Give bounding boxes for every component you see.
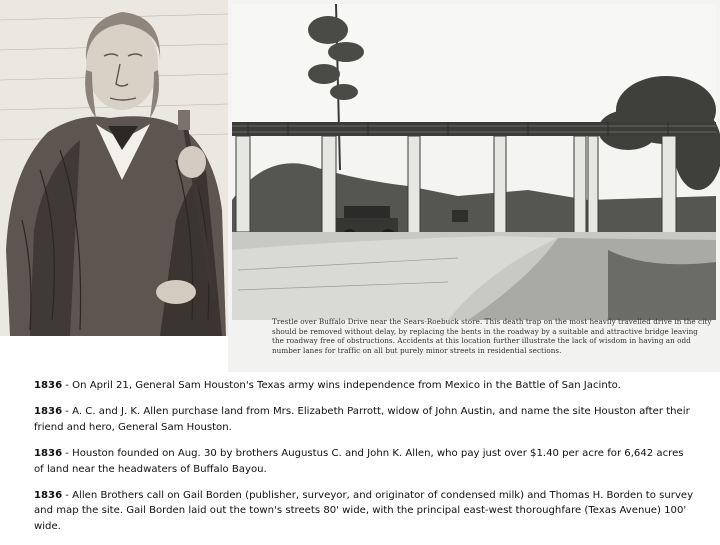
entry-year: 1836 <box>34 448 63 460</box>
trestle-photo <box>228 0 720 372</box>
entry-text: - Allen Brothers call on Gail Borden (publisher, surveyor, and originator of condensed milk) and Thomas H. Borden to survey and map the site. Gail Borden laid out the town's streets 80' wide, with the principal east-west thoroughfare (Texas Avenue) 100' wide. <box>34 490 694 532</box>
portrait-image <box>0 0 228 336</box>
entry-text: - Houston founded on Aug. 30 by brothers Augustus C. and John K. Allen, who pay just over $1.40 per acre for 6,642 acres of land near the headwaters of Buffalo Bayou. <box>34 448 684 475</box>
timeline-entry-3 <box>34 446 694 477</box>
entry-year: 1836 <box>34 490 63 502</box>
entry-year: 1836 <box>34 406 63 418</box>
timeline-entry-2 <box>34 404 694 435</box>
timeline-entry-1 <box>34 378 694 393</box>
timeline-entries <box>34 378 694 545</box>
entry-text: - A. C. and J. K. Allen purchase land from Mrs. Elizabeth Parrott, widow of John Austin, and name the site Houston after their friend and hero, General Sam Houston. <box>34 406 690 433</box>
timeline-entry-4 <box>34 488 694 534</box>
entry-text: - On April 21, General Sam Houston's Texas army wins independence from Mexico in the Battle of San Jacinto. <box>62 380 621 391</box>
entry-year: 1836 <box>34 380 63 391</box>
photo-caption: Trestle over Buffalo Drive near the Sears-Roebuck store. This death trap on the most heavily travelled drive in the city should be removed without delay, by replacing the bents in the roadway by a suitable and attractive bridge leaving the roadway free of obstructions. Accidents at this location further illustrate the lack of wisdom in having an odd number lanes for traffic on all but purely minor streets in residential sections. <box>272 317 712 355</box>
